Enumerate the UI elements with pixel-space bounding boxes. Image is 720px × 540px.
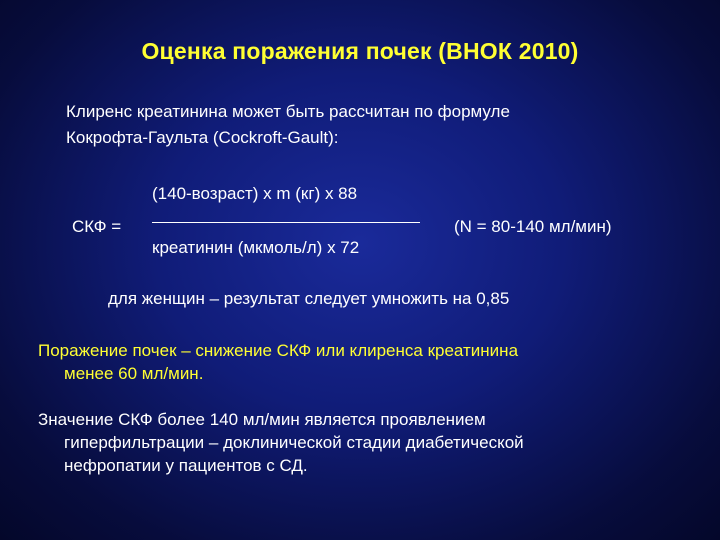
formula-lhs: СКФ = — [72, 217, 122, 236]
intro-line: Клиренс креатинина может быть рассчитан по формуле — [66, 102, 510, 121]
hyperfiltration-paragraph — [38, 408, 688, 477]
fraction-line — [152, 222, 420, 223]
paragraph-line: гиперфильтрации – доклинической стадии диабетической — [64, 433, 524, 452]
intro-text — [66, 99, 686, 151]
female-note: для женщин – результат следует умножить на 0,85 — [108, 289, 510, 308]
slide-title: Оценка поражения почек (ВНОК 2010) — [141, 38, 579, 64]
formula-norm: (N = 80-140 мл/мин) — [454, 217, 612, 236]
paragraph-line: Значение СКФ более 140 мл/мин является проявлением — [38, 410, 486, 429]
paragraph-line: менее 60 мл/мин. — [64, 364, 204, 383]
paragraph-line: нефропатии у пациентов с СД. — [64, 456, 308, 475]
kidney-damage-paragraph — [38, 339, 688, 385]
formula-denominator: креатинин (мкмоль/л) x 72 — [152, 238, 360, 257]
intro-line: Кокрофта-Гаульта (Cockroft-Gault): — [66, 128, 339, 147]
cockcroft-gault-formula — [0, 184, 720, 264]
paragraph-line: Поражение почек – снижение СКФ или клиренса креатинина — [38, 341, 519, 360]
formula-numerator: (140-возраст) x m (кг) x 88 — [152, 184, 358, 203]
